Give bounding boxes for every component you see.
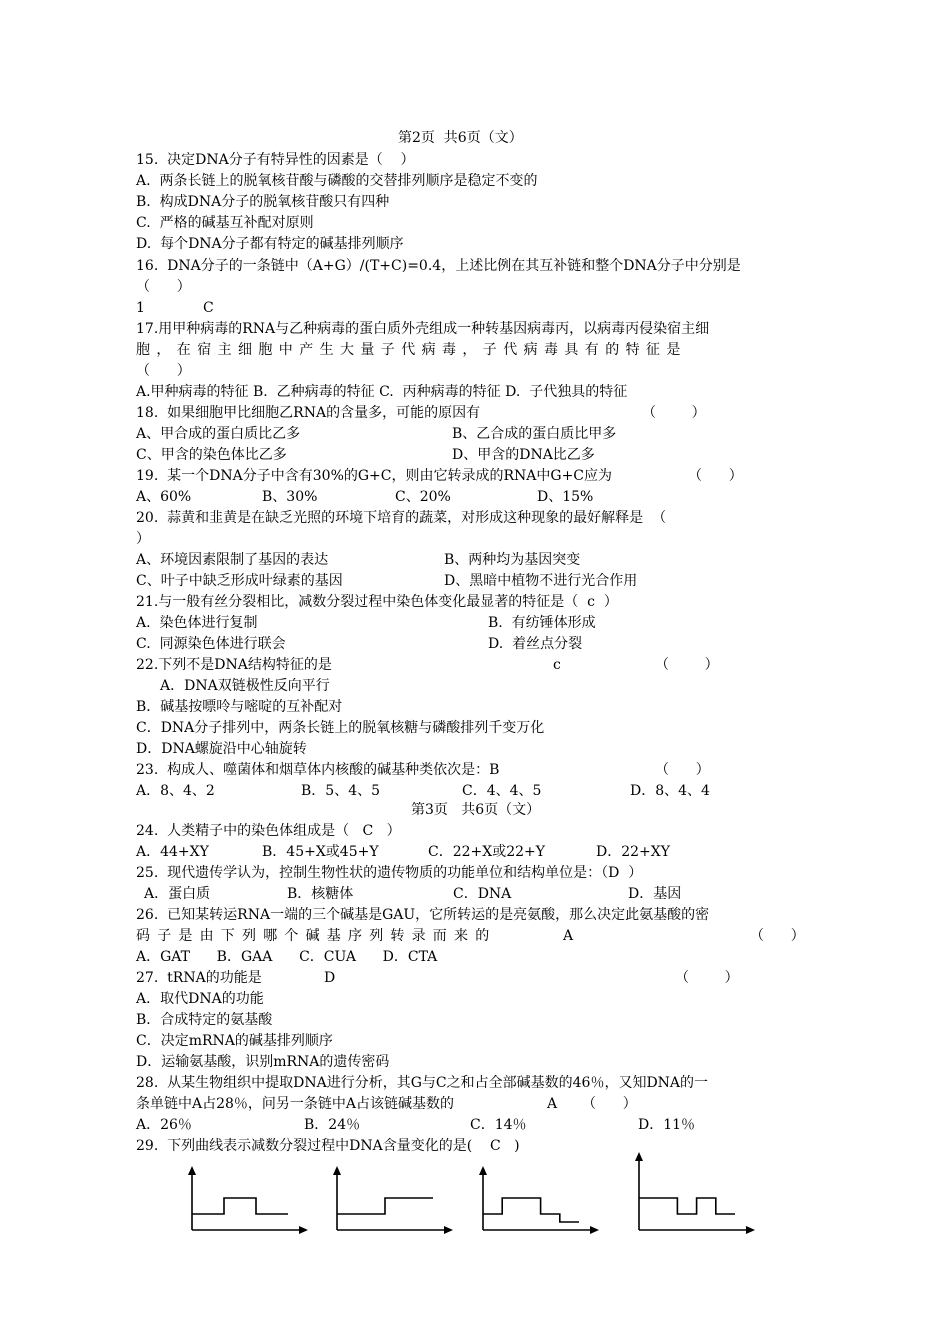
question-27-answer: D (324, 970, 336, 986)
question-27-option-b: B．合成特定的氨基酸 (136, 1012, 273, 1028)
question-28-option-b: B．24％ (304, 1117, 361, 1133)
question-16-answer: C (203, 300, 214, 316)
curve-graph-c (477, 1166, 601, 1236)
question-15-option-c: C. 严格的碱基互补配对原则 (136, 215, 314, 231)
question-24-stem: 24. 人类精子中的染色体组成是（ C ） (136, 823, 401, 839)
y-axis-arrow (188, 1166, 196, 1175)
question-22-option-a: A．DNA双链极性反向平行 (160, 678, 330, 694)
question-27-stem: 27. tRNA的功能是 (136, 970, 262, 986)
question-25-option-c: C．DNA (453, 886, 512, 902)
question-15-option-d: D. 每个DNA分子都有特定的碱基排列顺序 (136, 236, 404, 252)
y-axis-arrow (635, 1152, 643, 1161)
question-23-option-c: C．4、4、5 (462, 783, 542, 799)
question-22-answer: c (553, 657, 561, 673)
question-24-option-c: C．22+X或22+Y (428, 844, 546, 860)
question-21-option-c: C. 同源染色体进行联会 (136, 636, 286, 652)
question-19-option-d: D、15% (537, 489, 594, 505)
question-25-option-a: A．蛋白质 (144, 886, 211, 902)
question-18-stem: 18. 如果细胞甲比细胞乙RNA的含量多，可能的原因有 (136, 405, 481, 421)
question-21-option-a: A. 染色体进行复制 (136, 615, 258, 631)
question-15-option-b: B. 构成DNA分子的脱氧核苷酸只有四种 (136, 194, 390, 210)
question-21-stem: 21.与一般有丝分裂相比，减数分裂过程中染色体变化最显著的特征是（ c ） (136, 594, 618, 610)
curve-b-line (337, 1198, 433, 1214)
question-24-option-a: A．44+XY (136, 844, 209, 860)
question-28-option-d: D．11％ (638, 1117, 696, 1133)
question-19-paren: （ ） (688, 468, 743, 484)
question-18-option-a: A、甲合成的蛋白质比乙多 (136, 426, 301, 442)
question-20-option-a: A、环境因素限制了基因的表达 (136, 552, 329, 568)
question-26-options: A．GAT B．GAA C．CUA D．CTA (136, 949, 438, 965)
question-22-option-b: B．碱基按嘌呤与嘧啶的互补配对 (136, 699, 343, 715)
question-17-paren: （ ） (136, 363, 191, 379)
question-18-option-c: C、甲含的染色体比乙多 (136, 447, 287, 463)
question-28-option-a: A．26％ (136, 1117, 192, 1133)
question-28-option-c: C．14％ (470, 1117, 527, 1133)
curve-d-line (639, 1198, 735, 1214)
y-axis-arrow (333, 1166, 341, 1175)
curve-graph-b (331, 1166, 455, 1236)
question-20-paren: ） (136, 531, 150, 547)
curve-graph-a (186, 1166, 310, 1236)
question-26-line2: 码子是由下列哪个碱基序列转录而来的 (136, 928, 497, 944)
question-16-stem: 16. DNA分子的一条链中（A+G）/(T+C)=0.4，上述比例在其互补链和整个DNA分子中分别是 (136, 258, 741, 274)
question-21-option-b: B. 有纺锤体形成 (488, 615, 596, 631)
question-26-line1: 26. 已知某转运RNA一端的三个碱基是GAU，它所转运的是亮氨酸，那么决定此氨基酸的密 (136, 907, 710, 923)
curve-graph-d (633, 1152, 757, 1236)
x-axis-arrow (590, 1226, 599, 1234)
question-25-stem: 25. 现代遗传学认为，控制生物性状的遗传物质的功能单位和结构单位是：（D ） (136, 865, 643, 881)
x-axis-arrow (444, 1226, 453, 1234)
question-20-option-c: C、叶子中缺乏形成叶绿素的基因 (136, 573, 343, 589)
x-axis-arrow (299, 1226, 308, 1234)
question-20-option-b: B、两种均为基因突变 (444, 552, 581, 568)
question-15-option-a: A. 两条长链上的脱氧核苷酸与磷酸的交替排列顺序是稳定不变的 (136, 173, 538, 189)
question-19-stem: 19. 某一个DNA分子中含有30%的G+C，则由它转录成的RNA中G+C应为 (136, 468, 613, 484)
question-22-option-c: C．DNA分子排列中，两条长链上的脱氧核糖与磷酸排列千变万化 (136, 720, 545, 736)
question-28-line1: 28. 从某生物组织中提取DNA进行分析，其G与C之和占全部碱基数的46％，又知DNA的一 (136, 1075, 709, 1091)
question-20-stem: 20. 蒜黄和韭黄是在缺乏光照的环境下培育的蔬菜，对形成这种现象的最好解释是 （ (136, 510, 667, 526)
question-28-answer: A (547, 1096, 558, 1112)
question-28-paren: （ ） (582, 1096, 637, 1112)
question-20-option-d: D、黑暗中植物不进行光合作用 (444, 573, 638, 589)
question-23-paren: （ ） (655, 762, 710, 778)
question-16-paren: （ ） (136, 279, 191, 295)
page-header: 第2页 共6页（文） (398, 130, 523, 146)
question-15-stem: 15. 决定DNA分子有特异性的因素是（ ） (136, 152, 415, 168)
question-23-stem: 23. 构成人、噬菌体和烟草体内核酸的碱基种类依次是：B (136, 762, 500, 778)
question-23-option-d: D．8、4、4 (630, 783, 710, 799)
curve-c-line (483, 1198, 579, 1222)
question-23-option-b: B．5、4、5 (301, 783, 381, 799)
question-22-stem: 22.下列不是DNA结构特征的是 (136, 657, 332, 673)
question-22-option-d: D．DNA螺旋沿中心轴旋转 (136, 741, 307, 757)
question-19-option-b: B、30% (262, 489, 318, 505)
question-17-line2: 胞，在宿主细胞中产生大量子代病毒，子代病毒具有的特征是 (136, 342, 687, 358)
question-27-option-d: D．运输氨基酸，识别mRNA的遗传密码 (136, 1054, 390, 1070)
question-22-paren: （ ） (655, 657, 719, 673)
question-16-answer-left: 1 (136, 300, 145, 316)
y-axis-arrow (479, 1166, 487, 1175)
question-24-option-d: D．22+XY (596, 844, 670, 860)
question-27-option-a: A．取代DNA的功能 (136, 991, 264, 1007)
question-28-line2: 条单链中A占28％，问另一条链中A占该链碱基数的 (136, 1096, 455, 1112)
question-27-paren: （ ） (675, 970, 739, 986)
question-23-option-a: A．8、4、2 (136, 783, 215, 799)
x-axis-arrow (746, 1226, 755, 1234)
question-29-stem: 29. 下列曲线表示减数分裂过程中DNA含量变化的是( C ) (136, 1138, 520, 1154)
question-18-option-b: B、乙合成的蛋白质比甲多 (452, 426, 617, 442)
curve-a-line (192, 1198, 288, 1214)
question-17-options: A.甲种病毒的特征 B. 乙种病毒的特征 C. 丙种病毒的特征 D. 子代独具的特征 (136, 384, 628, 400)
question-19-option-c: C、20% (395, 489, 451, 505)
question-26-answer: A (563, 928, 574, 944)
question-24-option-b: B．45+X或45+Y (262, 844, 379, 860)
question-21-option-d: D. 着丝点分裂 (488, 636, 583, 652)
question-25-option-b: B．核糖体 (287, 886, 354, 902)
question-17-line1: 17.用甲种病毒的RNA与乙种病毒的蛋白质外壳组成一种转基因病毒丙，以病毒丙侵染宿主细 (136, 321, 710, 337)
question-25-option-d: D．基因 (628, 886, 682, 902)
question-18-paren: （ ） (642, 405, 706, 421)
question-27-option-c: C．决定mRNA的碱基排列顺序 (136, 1033, 333, 1049)
question-26-paren: （ ） (750, 928, 805, 944)
question-19-option-a: A、60% (136, 489, 192, 505)
page-header: 第3页 共6页（文） (411, 802, 541, 818)
question-18-option-d: D、甲含的DNA比乙多 (452, 447, 595, 463)
